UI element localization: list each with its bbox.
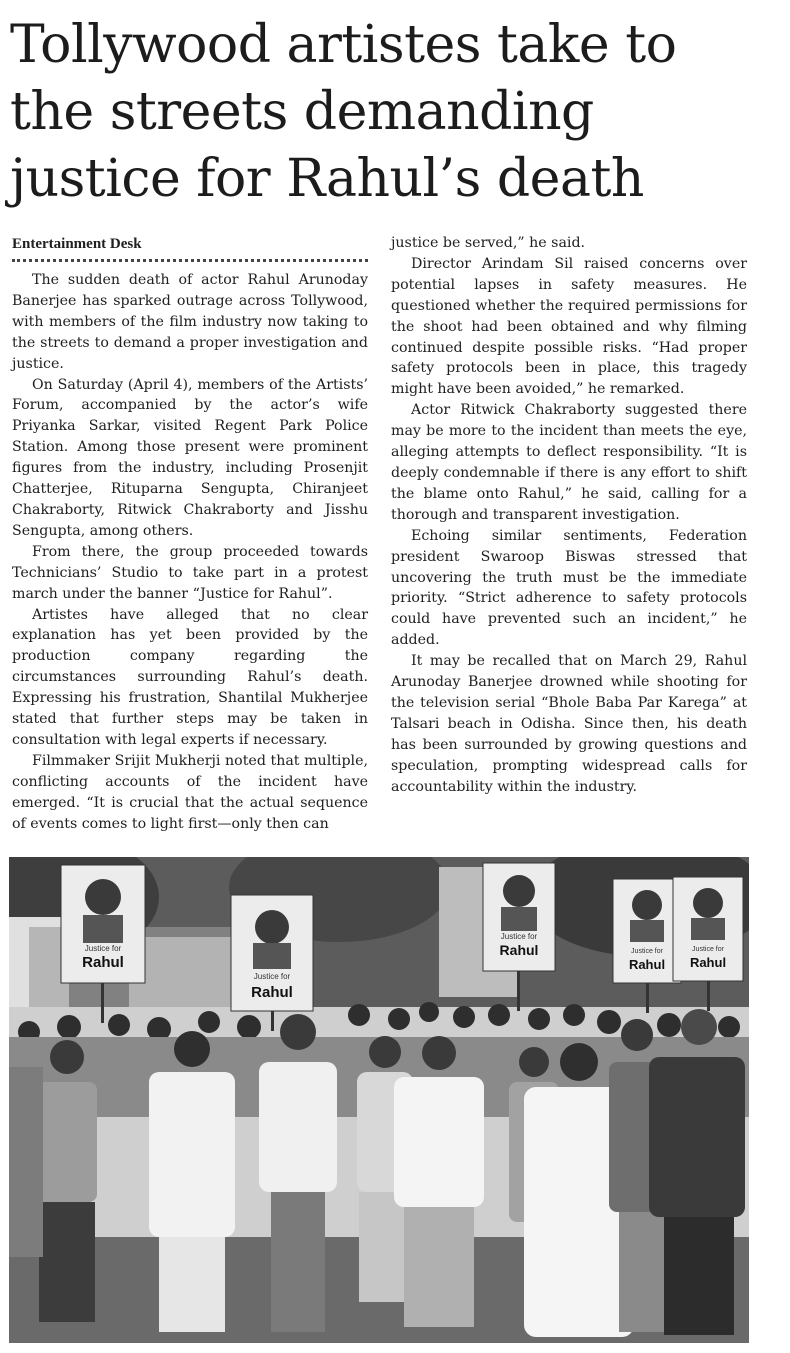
headline: Tollywood artistes take to the streets demanding justice for Rahul’s death (10, 15, 677, 209)
byline: Entertainment Desk (12, 236, 142, 252)
paragraph: It may be recalled that on March 29, Rahul Arunoday Banerjee drowned while shooting for the television serial “Bhole Baba Par Karega” at Talsari beach in Odisha. Since then, his death has been surrounded by growing questions and speculation, prompting widespread calls for accountability within the industry. (391, 653, 747, 795)
svg-text:Justice for: Justice for (84, 944, 122, 953)
paragraph: Filmmaker Srijit Mukherji noted that multiple, conflicting accounts of the incident have emerged. “It is crucial that the actual sequence of events comes to light first—only then can (12, 752, 368, 832)
placard (231, 895, 313, 1011)
byline-divider (12, 259, 368, 262)
svg-text:Justice for: Justice for (692, 946, 724, 953)
paragraph: Artistes have alleged that no clear explanation has yet been provided by the production company regarding the circumstances surrounding Rahul’s death. Expressing his frustration, Shantilal Mukherjee stated that further steps may be taken in consultation with legal experts if necessary. (12, 606, 368, 748)
svg-text:Rahul: Rahul (689, 955, 727, 970)
placard (61, 865, 145, 983)
svg-text:Justice for: Justice for (253, 972, 291, 981)
svg-text:Rahul: Rahul (82, 954, 124, 971)
protest-march-photo (9, 857, 749, 1343)
svg-text:Justice for: Justice for (500, 932, 538, 941)
paragraph: The sudden death of actor Rahul Arunoday Banerjee has sparked outrage across Tollywood, with members of the film industry now taking to the streets to demand a proper investigation and justice. (12, 272, 368, 372)
placard (613, 879, 681, 983)
paragraph: Echoing similar sentiments, Federation president Swaroop Biswas stressed that uncovering the truth must be the immediate priority. “Strict adherence to safety protocols could have prevented such an incident,” he added. (391, 527, 747, 649)
placard (483, 863, 555, 971)
svg-text:Rahul: Rahul (628, 957, 666, 972)
placard (673, 877, 743, 981)
svg-text:Rahul: Rahul (499, 942, 539, 958)
paragraph-continuation: justice be served,” he said. (391, 235, 586, 251)
svg-text:Justice for: Justice for (631, 948, 663, 955)
article-column-left (12, 233, 368, 834)
paragraph: From there, the group proceeded towards Technicians’ Studio to take part in a protest march under the banner “Justice for Rahul”. (12, 543, 368, 602)
svg-text:Rahul: Rahul (251, 984, 293, 1001)
paragraph: On Saturday (April 4), members of the Artists’ Forum, accompanied by the actor’s wife Priyanka Sarkar, visited Regent Park Police Station. Among those present were prominent figures from the industry, including Prosenjit Chatterjee, Rituparna Sengupta, Chiranjeet Chakraborty, Ritwick Chakraborty and Jisshu Sengupta, among others. (12, 376, 368, 539)
paragraph: Director Arindam Sil raised concerns over potential lapses in safety measures. He questioned whether the required permissions for the shoot had been obtained and why filming continued despite possible risks. “Had proper safety protocols been in place, this tragedy might have been avoided,” he remarked. (391, 255, 747, 398)
paragraph: Actor Ritwick Chakraborty suggested there may be more to the incident than meets the eye, alleging attempts to deflect responsibility. “It is deeply condemnable if there is any effort to shift the blame onto Rahul,” he said, calling for a thorough and transparent investigation. (391, 402, 747, 523)
article-column-right (391, 233, 747, 797)
